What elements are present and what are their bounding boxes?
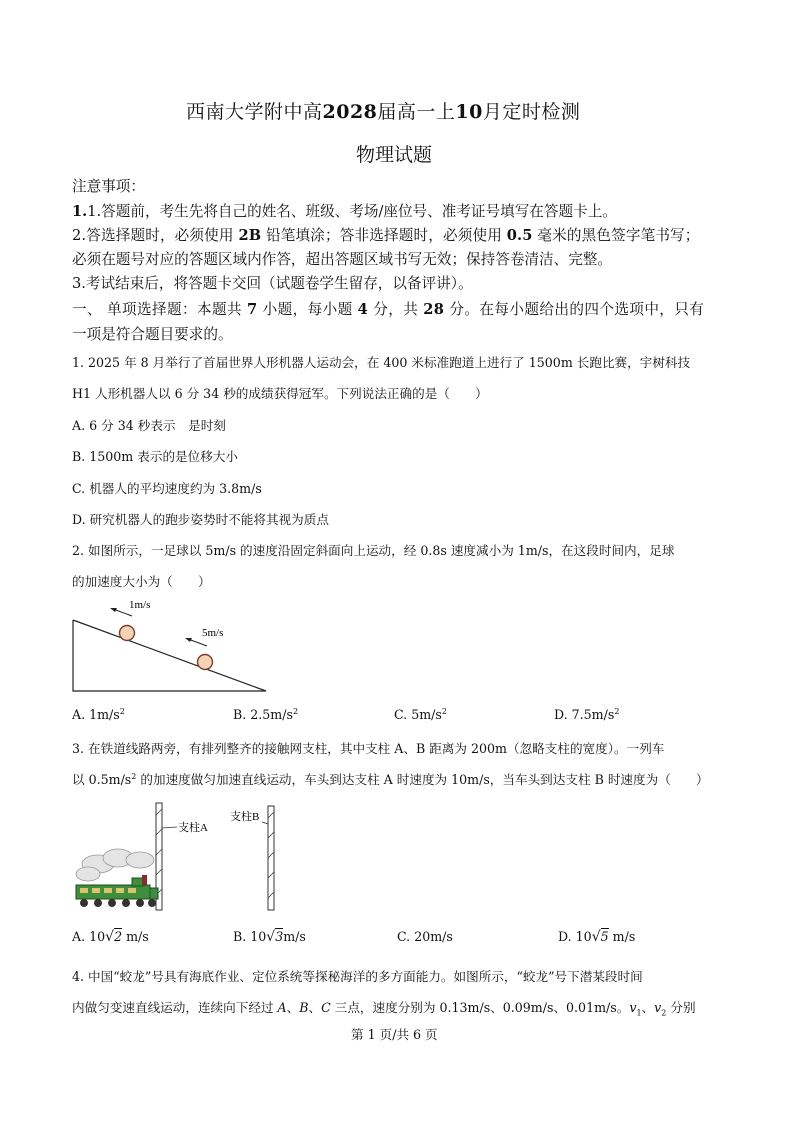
q1-option-d: D. 研究机器人的跑步姿势时不能将其视为质点 — [72, 512, 329, 527]
q3-option-c: C. 20m/s — [397, 929, 453, 944]
q1-option-b: B. 1500m 表示的是位移大小 — [72, 449, 239, 464]
notice-item-2-line2: 必须在题号对应的答题区域内作答，超出答题区域书写无效；保持答卷清洁、完整。 — [72, 251, 612, 268]
page-title: 西南大学附中高2028届高一上10月定时检测 — [186, 101, 581, 123]
q2-option-d: D. $7.5m/s^2$ — [554, 706, 620, 722]
q3-option-b: B. 10√3m/s — [233, 929, 306, 945]
q3-option-d: D. 10√5 m/s — [558, 929, 636, 945]
q1-stem: 1. 2025 年 8 月举行了首届世界人形机器人运动会，在 400 米标准跑道上进行了 1500m 长跑比赛，宇树科技 — [72, 355, 691, 370]
velocity-label-2: 5m/s — [202, 627, 224, 639]
q1-option-a: A. 6 分 34 秒表示 是时刻 — [72, 418, 226, 433]
q1-option-c: C. 机器人的平均速度约为 3.8m/s — [72, 481, 262, 496]
ball-bottom-icon — [198, 655, 213, 670]
velocity-label-1: 1m/s — [129, 599, 151, 611]
train-figure — [70, 800, 285, 915]
pillar-b-icon — [268, 806, 274, 910]
incline-figure — [70, 598, 270, 696]
q2-option-a: A. $1m/s^2$ — [72, 706, 125, 722]
q2-option-b: B. $2.5m/s^2$ — [233, 706, 299, 722]
notice-heading: 注意事项： — [72, 178, 145, 195]
page-subtitle: 物理试题 — [356, 144, 433, 166]
q2-option-c: C. $5m/s^2$ — [394, 706, 447, 722]
pillar-a-label: 支柱A — [178, 822, 208, 834]
notice-item-3: 3.考试结束后，将答题卡交回（试题卷学生留存，以备评讲）。 — [72, 275, 473, 292]
q1-stem-line2: H1 人形机器人以 6 分 34 秒的成绩获得冠军。下列说法正确的是（ ） — [72, 386, 488, 401]
q3-stem: 3. 在铁道线路两旁，有排列整齐的接触网支柱，其中支柱 A、B 距离为 200m（忽略支柱的宽度）。一列车 — [72, 741, 665, 756]
q4-stem-line2: 内做匀变速直线运动，连续向下经过 A、B、C 三点，速度分别为 0.13m/s、0.09m/s、0.01m/s。$v_1$、$v_2$ 分别 — [72, 1000, 696, 1018]
notice-item-1: 1.1.答题前，考生先将自己的姓名、班级、考场/座位号、准考证号填写在答题卡上。 — [72, 203, 617, 220]
section-heading: 一、 单项选择题：本题共 7 小题，每小题 4 分，共 28 分。在每小题给出的四个选项中，只有 — [72, 301, 705, 318]
pillar-b-label: 支柱B — [230, 811, 260, 823]
page-number: 第 1 页/共 6 页 — [351, 1027, 438, 1042]
section-heading-line2: 一项是符合题目要求的。 — [72, 326, 233, 343]
q3-stem-line2: 以 $0.5m/s^2$ 的加速度做匀加速直线运动，车头到达支柱 A 时速度为 10m/s，当车头到达支柱 B 时速度为（ ） — [72, 771, 709, 787]
q2-stem-line2: 的加速度大小为（ ） — [72, 574, 211, 589]
q4-stem: 4. 中国“蛟龙”号具有海底作业、定位系统等探秘海洋的多方面能力。如图所示，“蛟龙”号下潜某段时间 — [72, 969, 643, 984]
notice-item-2: 2.答选择题时，必须使用 2B 铅笔填涂；答非选择题时，必须使用 0.5 毫米的黑色签字笔书写； — [72, 227, 700, 244]
q2-stem: 2. 如图所示，一足球以 5m/s 的速度沿固定斜面向上运动，经 0.8s 速度减小为 1m/s，在这段时间内，足球 — [72, 543, 675, 558]
q3-option-a: A. 10√2 m/s — [72, 929, 149, 945]
ball-top-icon — [120, 626, 135, 641]
